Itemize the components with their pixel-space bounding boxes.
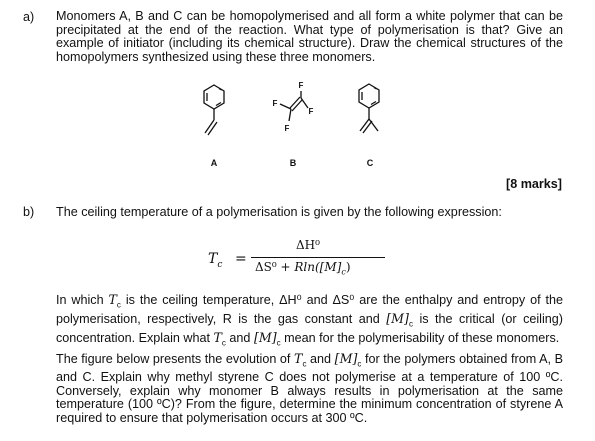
monomer-label-a: A — [210, 158, 218, 168]
ceiling-temperature-equation — [208, 238, 388, 282]
atom-label-f: F — [308, 107, 314, 116]
fraction-bar — [251, 257, 385, 258]
part-b-figure-question: The figure below presents the evolution of $T_c$ and $[M]_c$ for the polymers obtained from A, B and C. Explain why methyl styrene C does not polymerise at a temperature of 100 ºC. Conversely, explain why monomer B always results in polymerisation at the same temperature (100 ºC)? From the figure, determine the minimum concentration of styrene A required to ensure that polymerisation occurs at 300 ºC. — [56, 351, 563, 425]
equation-denominator: $\Delta S^0 + Rln([M]_c)$ — [255, 260, 351, 277]
equation-equals: = — [235, 251, 247, 267]
marks-label: [8 marks] — [506, 177, 563, 191]
atom-label-f: F — [284, 124, 290, 133]
part-a-label: a) — [23, 10, 35, 24]
structure-b-tfe — [280, 91, 308, 121]
monomer-structures — [0, 0, 595, 175]
equation-lhs: $T_c$ — [208, 251, 223, 270]
part-b-label: b) — [23, 205, 35, 219]
part-b-intro: The ceiling temperature of a polymerisation is given by the following expression: — [56, 205, 502, 219]
atom-label-f: F — [298, 81, 304, 90]
equation-numerator: ΔH⁰ — [296, 238, 320, 252]
structure-c-methylstyrene — [359, 84, 379, 133]
monomer-label-b: B — [289, 158, 297, 168]
monomer-label-c: C — [366, 158, 374, 168]
atom-label-f: F — [272, 99, 278, 108]
structure-a-styrene — [204, 85, 224, 135]
part-a-question: Monomers A, B and C can be homopolymerised and all form a white polymer that can be precipitated at the end of the reaction. What type of polymerisation is that? Give an example of initiator (including its chemical structure). Draw the chemical structures of the homopolymers synthesized using these three monomers. — [56, 9, 563, 64]
part-b-explanation: In which $T_c$ is the ceiling temperature, ΔH⁰ and ΔS⁰ are the enthalpy and entropy of the polymerisation, respectively, R is the gas constant and $[M]_c$ is the critical (or ceiling) concentration. Explain what $T_c$ and $[M]_c$ mean for the polymerisability of these monomers. — [56, 292, 564, 348]
